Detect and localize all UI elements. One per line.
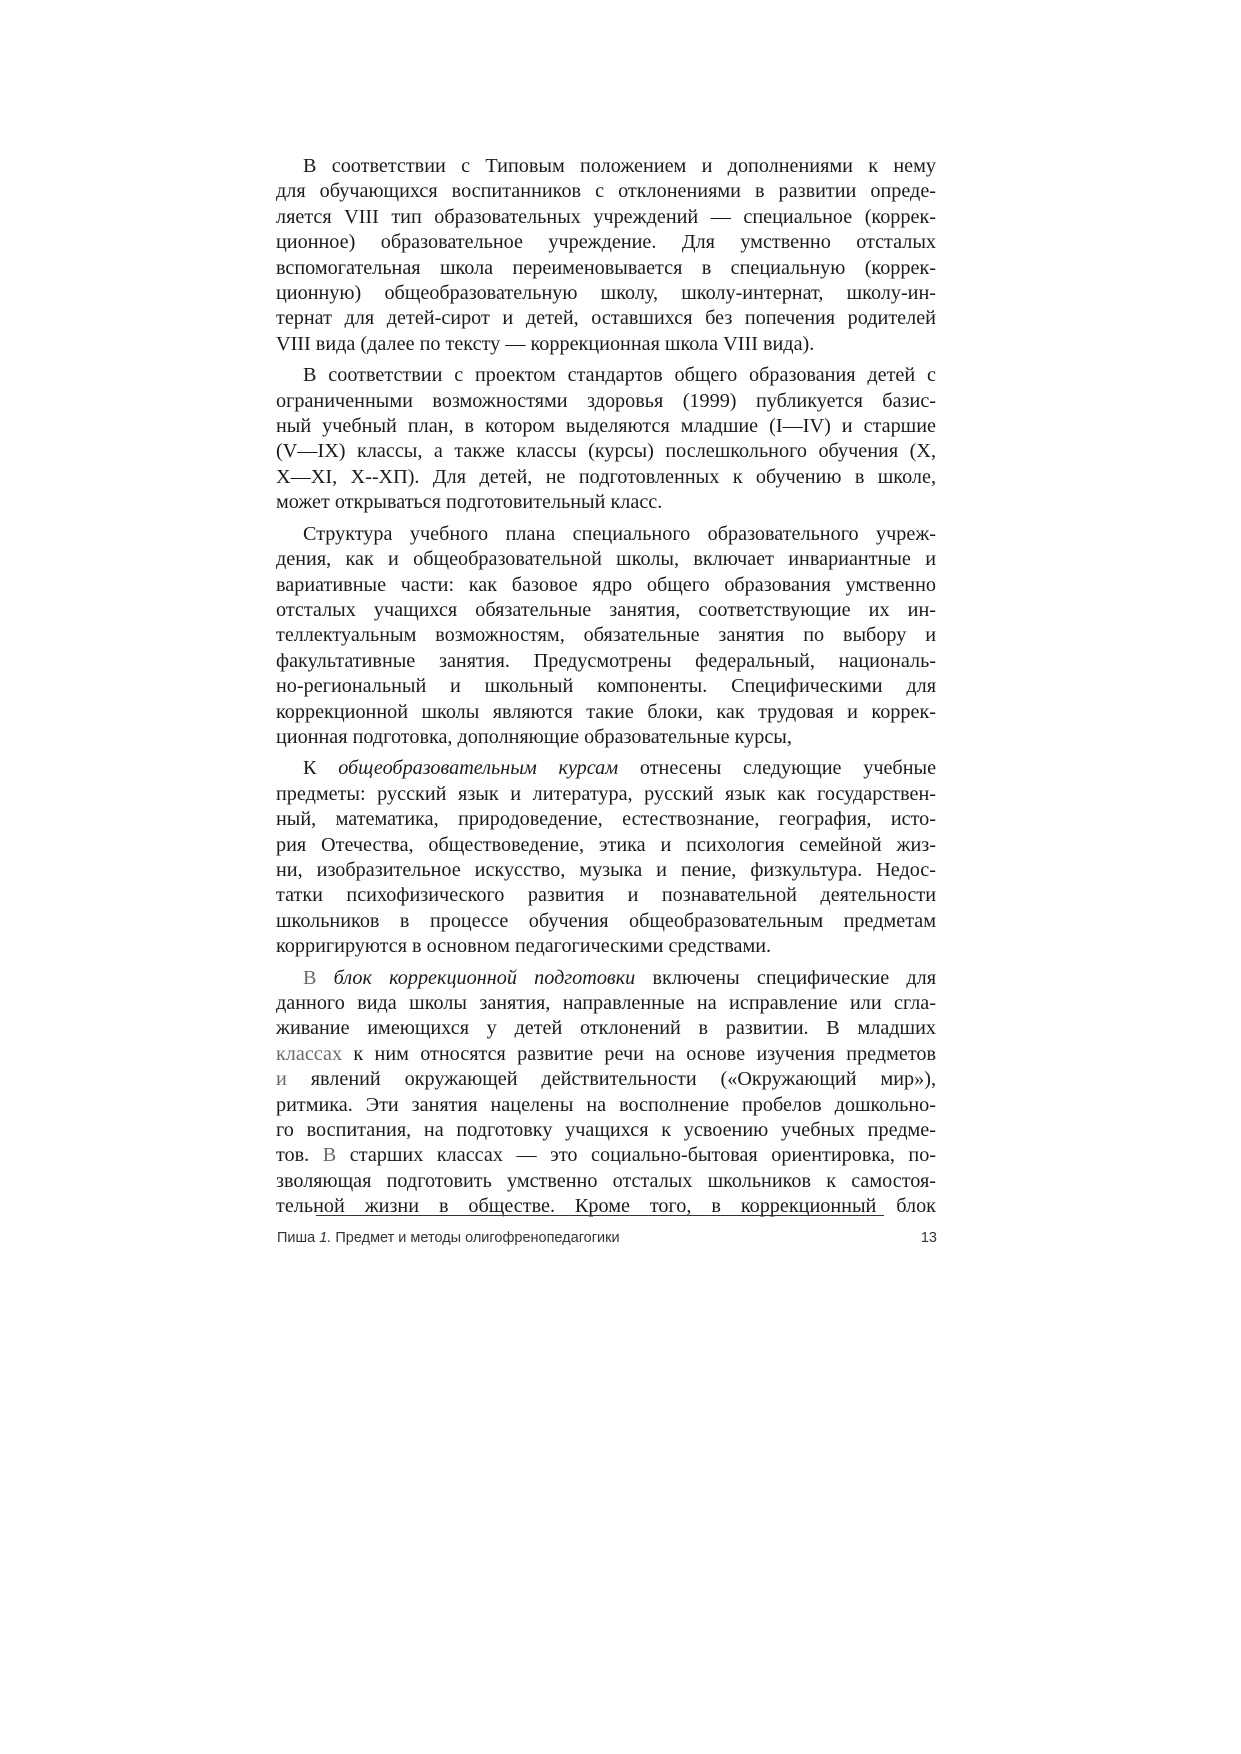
text-fragment: явлений окружающей действительности («Окружающий мир»), xyxy=(310,1068,936,1091)
text-line: ный, математика, природоведение, естествознание, география, исто- xyxy=(276,808,936,831)
text-fragment: старших классах — это социально-бытовая ориентировка, по- xyxy=(349,1144,937,1167)
text-line: ритмика. Эти занятия нацелены на восполнение пробелов дошкольно- xyxy=(276,1093,936,1116)
chapter-prefix: Пиша xyxy=(277,1230,316,1246)
text-fragment: К xyxy=(303,757,317,780)
text-line: тельной жизни в обществе. Кроме того, в коррекционный блок xyxy=(276,1195,936,1218)
text-line: живание имеющихся у детей отклонений в развитии. В младших xyxy=(276,1017,936,1040)
text-line: ционную) общеобразовательную школу, школу-интернат, школу-ин- xyxy=(276,282,936,305)
text-line: зволяющая подготовить умственно отсталых школьников к самостоя- xyxy=(276,1169,936,1192)
text-line: может открываться подготовительный класс. xyxy=(276,491,663,514)
footer-divider xyxy=(316,1215,884,1216)
paragraph-5 xyxy=(276,966,936,1220)
text-line xyxy=(276,1143,936,1168)
text-fragment: В xyxy=(303,966,317,989)
text-line: ни, изобразительное искусство, музыка и пение, физкультура. Недос- xyxy=(276,858,936,881)
text-line: ограниченными возможностями здоровья (1999) публикуется базис- xyxy=(276,389,936,412)
text-line xyxy=(276,1067,936,1092)
text-line xyxy=(276,756,936,781)
text-line: но-региональный и школьный компоненты. Специфическими для xyxy=(276,675,936,698)
text-line: вспомогательная школа переименовывается в специальную (коррек- xyxy=(276,256,936,279)
text-line: школьников в процессе обучения общеобразовательным предметам xyxy=(276,909,936,932)
text-line: ционная подготовка, дополняющие образовательные курсы, xyxy=(276,725,792,748)
text-line: коррекционной школы являются такие блоки, как трудовая и коррек- xyxy=(276,700,936,723)
page-number: 13 xyxy=(920,1230,937,1246)
text-line: корригируются в основном педагогическими средствами. xyxy=(276,935,772,958)
text-fragment: тов. xyxy=(276,1144,310,1167)
chapter-number: 1. xyxy=(319,1230,332,1246)
text-line: рия Отечества, обществоведение, этика и психология семейной жиз- xyxy=(276,833,936,856)
text-line: ляется VIII тип образовательных учреждений — специальное (коррек- xyxy=(276,205,936,228)
text-line xyxy=(276,966,936,991)
paragraph-3 xyxy=(276,522,936,751)
running-footer xyxy=(277,1230,937,1252)
text-fragment: и xyxy=(276,1068,287,1091)
page-body-text xyxy=(276,154,936,1220)
text-line: для обучающихся воспитанников с отклонениями в развитии опреде- xyxy=(276,180,936,203)
emphasized-term: общеобразовательным курсам xyxy=(338,757,619,780)
text-line: дения, как и общеобразовательной школы, включает инвариантные и xyxy=(276,548,936,571)
text-line: В соответствии с проектом стандартов общего образования детей с xyxy=(303,364,936,387)
text-line: Структура учебного плана специального образовательного учреж- xyxy=(303,522,936,545)
text-fragment: классах xyxy=(276,1042,343,1065)
text-line: вариативные части: как базовое ядро общего образования умственно xyxy=(276,573,936,596)
emphasized-term: блок коррекционной подготовки xyxy=(333,966,636,989)
chapter-title-text: Предмет и методы олигофренопедагогики xyxy=(335,1230,620,1246)
paragraph-2 xyxy=(276,363,936,515)
paragraph-1 xyxy=(276,154,936,357)
text-line: факультативные занятия. Предусмотрены федеральный, националь- xyxy=(276,649,936,672)
chapter-title xyxy=(277,1230,620,1246)
text-fragment: В xyxy=(322,1144,337,1167)
text-line: VIII вида (далее по тексту — коррекционная школа VIII вида). xyxy=(276,332,815,355)
text-fragment: включены специфические для xyxy=(652,966,937,989)
text-fragment: к ним относятся развитие речи на основе изучения предметов xyxy=(353,1042,936,1065)
text-line: тернат для детей-сирот и детей, оставшихся без попечения родителей xyxy=(276,307,936,330)
text-line: ционное) образовательное учреждение. Для умственно отсталых xyxy=(276,231,936,254)
paragraph-4 xyxy=(276,756,936,959)
text-line: (V—IX) классы, а также классы (курсы) послешкольного обучения (X, xyxy=(276,440,936,463)
text-line: предметы: русский язык и литература, русский язык как государствен- xyxy=(276,782,936,805)
text-line xyxy=(276,1042,936,1067)
text-line: теллектуальным возможностям, обязательные занятия по выбору и xyxy=(276,624,936,647)
text-line: татки психофизического развития и познавательной деятельности xyxy=(276,884,936,907)
text-line: В соответствии с Типовым положением и дополнениями к нему xyxy=(303,155,936,177)
text-line: данного вида школы занятия, направленные на исправление или сгла- xyxy=(276,992,936,1014)
text-line: X—XI, X--XП). Для детей, не подготовленных к обучению в школе, xyxy=(276,465,936,488)
text-line: ный учебный план, в котором выделяются младшие (I—IV) и старшие xyxy=(276,415,936,438)
text-line: го воспитания, на подготовку учащихся к усвоению учебных предме- xyxy=(276,1119,936,1142)
text-line: отсталых учащихся обязательные занятия, соответствующие их ин- xyxy=(276,598,936,621)
text-fragment: отнесены следующие учебные xyxy=(639,757,937,780)
